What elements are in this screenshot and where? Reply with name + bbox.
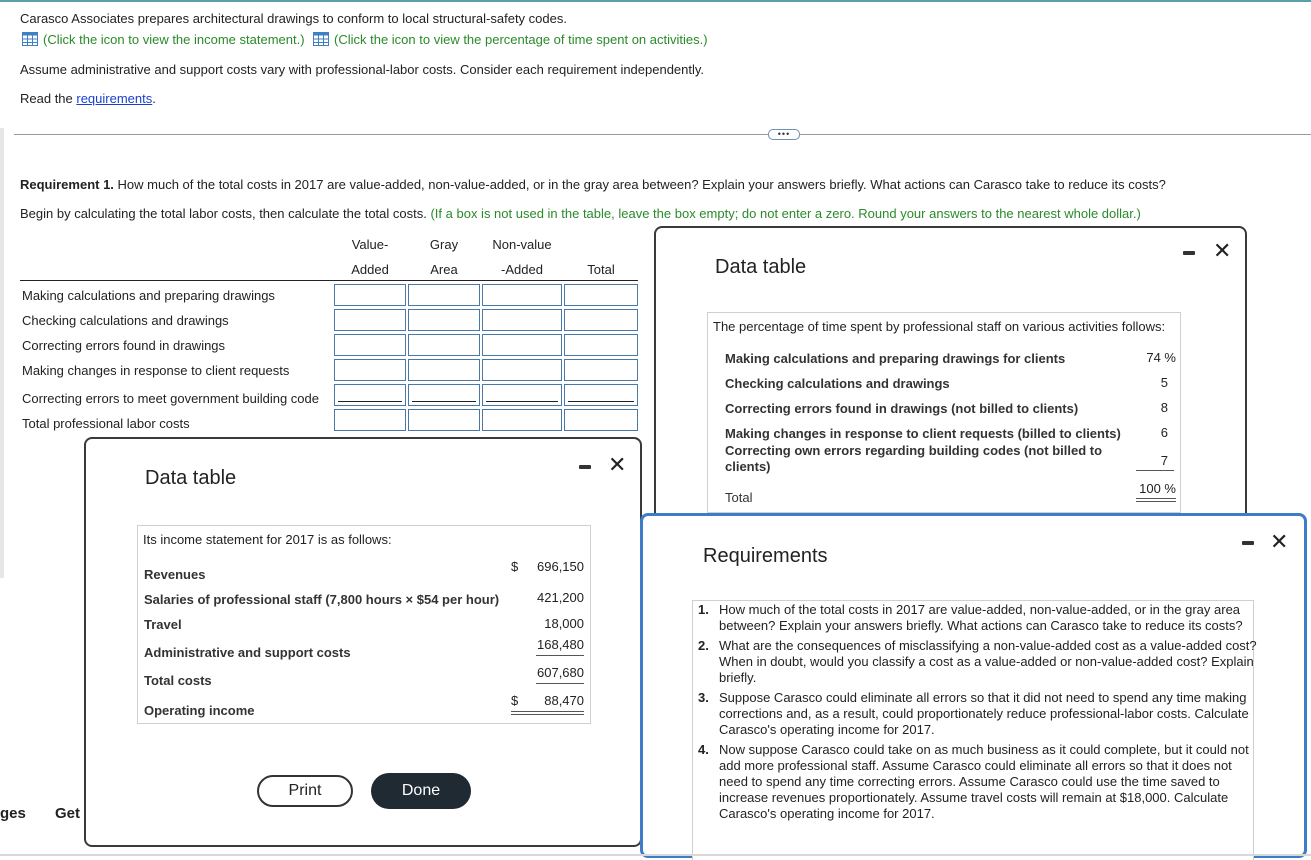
sum-rule: [1136, 470, 1174, 471]
table-icon[interactable]: [313, 32, 329, 46]
time-row-label: Making calculations and preparing drawings for clients: [725, 351, 1066, 366]
answer-input-cell[interactable]: [482, 334, 562, 356]
answer-input-cell[interactable]: [564, 359, 638, 381]
bottom-nav-get[interactable]: Get: [55, 805, 81, 822]
dialog-title: Data table: [715, 256, 807, 278]
income-row-value: 607,680: [537, 665, 584, 680]
requirement-number: 1.: [698, 602, 709, 617]
currency-symbol: $: [511, 559, 519, 574]
requirements-link[interactable]: requirements: [76, 91, 153, 106]
row-label: Making changes in response to client requests: [22, 363, 290, 378]
row-label: Making calculations and preparing drawings: [22, 288, 275, 303]
time-row-value: 5: [1160, 375, 1168, 390]
expand-button[interactable]: •••: [768, 129, 800, 140]
time-row-value: 6: [1160, 425, 1168, 440]
done-button[interactable]: Done: [371, 773, 471, 809]
total-rule: [511, 711, 584, 712]
answer-input-cell[interactable]: [334, 384, 406, 406]
dialog-title: Data table: [145, 467, 237, 489]
requirement-item: [698, 742, 1258, 822]
answer-input-cell[interactable]: [408, 334, 480, 356]
income-row-value: 168,480: [537, 637, 584, 652]
income-row-value: 696,150: [537, 559, 584, 574]
requirement-item: [698, 602, 1258, 634]
answer-input-cell[interactable]: [408, 284, 480, 306]
answer-input-cell[interactable]: [482, 409, 562, 431]
answer-input-cell[interactable]: [408, 409, 480, 431]
total-rule: [1136, 501, 1176, 502]
top-border: [0, 0, 1311, 2]
income-row-value: 421,200: [537, 590, 584, 605]
income-statement-link[interactable]: [22, 32, 305, 47]
answer-input-cell[interactable]: [482, 384, 562, 406]
income-row-label: Revenues: [144, 567, 206, 582]
answer-input-cell[interactable]: [334, 309, 406, 331]
time-row-value: 8: [1160, 400, 1168, 415]
answer-input-cell[interactable]: [408, 309, 480, 331]
time-row-value: 74 %: [1146, 350, 1176, 365]
close-icon[interactable]: ✕: [1213, 238, 1232, 263]
instruction-main: Begin by calculating the total labor costs, then calculate the total costs.: [20, 206, 427, 221]
assumption-text: Assume administrative and support costs vary with professional-labor costs. Consider each requirement independently.: [20, 62, 705, 77]
read-prefix: Read the: [20, 91, 77, 106]
time-table: [707, 312, 1181, 513]
time-caption: The percentage of time spent by professional staff on various activities follows:: [713, 319, 1166, 334]
time-total-value: 100 %: [1139, 481, 1176, 496]
sum-rule: [536, 655, 584, 656]
time-row-label: Checking calculations and drawings: [725, 376, 950, 391]
time-row-label: Correcting own errors regarding building codes (not billed to clients): [725, 443, 1103, 474]
row-label: Correcting errors found in drawings: [22, 338, 226, 353]
header-value-added-bottom: Added: [351, 262, 389, 277]
header-gray-area-top: Gray: [429, 237, 459, 252]
minimize-icon[interactable]: [1183, 251, 1195, 255]
requirement-number: 2.: [698, 638, 709, 653]
requirement-item: [698, 638, 1258, 686]
time-data-dialog: [654, 226, 1247, 526]
row-label: Correcting errors to meet government building code: [22, 391, 319, 406]
income-row-label: Administrative and support costs: [144, 645, 351, 660]
requirement-text: Suppose Carasco could eliminate all errors so that it did not need to spend any time making corrections and, as a result, could proportionately reduce professional-labor costs. Calculate Carasco's operating income for 2017.: [719, 690, 1249, 737]
header-rule: [20, 280, 638, 281]
income-row-label: Travel: [144, 617, 182, 632]
time-link-text[interactable]: (Click the icon to view the percentage of time spent on activities.): [334, 32, 708, 47]
answer-input-cell[interactable]: [334, 359, 406, 381]
answer-input-cell[interactable]: [334, 409, 406, 431]
time-row-value: 7: [1160, 453, 1168, 468]
total-rule: [1136, 498, 1176, 499]
income-row-label: Operating income: [144, 703, 255, 718]
requirement-text: Now suppose Carasco could take on as much business as it could complete, but it could not add more professional staff. Assume Carasco could eliminate all errors so that it does not need to spend any time correcting errors. Assume Carasco could use the time saved to increase revenues proportionately. Assume travel costs will remain at $18,000. Calculate Carasco's operating income for 2017.: [719, 742, 1249, 821]
income-table: [137, 525, 591, 724]
requirement-1-text: How much of the total costs in 2017 are value-added, non-value-added, or in the gray area between? Explain your answers briefly. What actions can Carasco take to reduce its costs?: [113, 177, 1166, 192]
answer-input-cell[interactable]: [334, 334, 406, 356]
currency-symbol: $: [511, 693, 519, 708]
table-icon[interactable]: [22, 32, 38, 46]
sum-rule: [536, 683, 584, 684]
dialog-title: Requirements: [703, 545, 828, 567]
time-row-label: Correcting errors found in drawings (not billed to clients): [725, 401, 1079, 416]
minimize-icon[interactable]: [1242, 541, 1254, 545]
income-row-label: Salaries of professional staff (7,800 hours × $54 per hour): [144, 592, 500, 607]
requirement-text: How much of the total costs in 2017 are value-added, non-value-added, or in the gray area between? Explain your answers briefly. What actions can Carasco take to reduce its costs?: [719, 602, 1243, 633]
answer-input-cell[interactable]: [408, 384, 480, 406]
requirement-1-prompt: [20, 177, 1166, 192]
income-data-dialog: [84, 437, 642, 847]
close-icon[interactable]: ✕: [1270, 529, 1289, 554]
print-button[interactable]: Print: [257, 775, 353, 807]
income-caption: Its income statement for 2017 is as follows:: [143, 532, 392, 547]
section-divider: [14, 134, 1311, 135]
requirements-dialog: [640, 513, 1307, 858]
income-row-label: Total costs: [144, 673, 212, 688]
answer-input-cell[interactable]: [564, 284, 638, 306]
requirements-list: [698, 602, 1258, 826]
requirement-number: 4.: [698, 742, 709, 757]
answer-input-cell[interactable]: [408, 359, 480, 381]
requirement-item: [698, 690, 1258, 738]
read-suffix: .: [152, 91, 156, 106]
left-scroll-gutter: [0, 128, 4, 578]
row-label: Total professional labor costs: [22, 416, 190, 431]
requirement-1-label: Requirement 1.: [20, 177, 114, 192]
instruction-text: [20, 206, 1141, 221]
answer-input-cell[interactable]: [482, 309, 562, 331]
requirement-text: What are the consequences of misclassifying a non-value-added cost as a value-added cost? When in doubt, would you classify a cost as a value-added or non-value-added cost? Explain briefly.: [719, 638, 1257, 685]
total-rule: [511, 714, 584, 715]
time-spent-link[interactable]: [313, 32, 708, 47]
time-total-label: Total: [725, 490, 753, 505]
read-requirements: [20, 91, 156, 106]
answer-input-cell[interactable]: [334, 284, 406, 306]
answer-input-cell[interactable]: [564, 384, 638, 406]
bottom-nav-prev[interactable]: ges: [0, 805, 26, 822]
time-row-label: Making changes in response to client requests (billed to clients): [725, 426, 1121, 441]
close-icon[interactable]: ✕: [608, 452, 627, 477]
answer-input-cell[interactable]: [564, 334, 638, 356]
instruction-hint: (If a box is not used in the table, leave the box empty; do not enter a zero. Round your answers to the nearest whole dollar.): [426, 206, 1141, 221]
minimize-icon[interactable]: [579, 465, 591, 469]
answer-input-cell[interactable]: [564, 309, 638, 331]
row-label: Checking calculations and drawings: [22, 313, 229, 328]
header-total: Total: [587, 262, 615, 277]
requirement-number: 3.: [698, 690, 709, 705]
answer-input-cell[interactable]: [482, 284, 562, 306]
income-row-value: 88,470: [544, 693, 584, 708]
income-row-value: 18,000: [544, 616, 584, 631]
header-non-value-bottom: -Added: [501, 262, 543, 277]
header-non-value-top: Non-value: [492, 237, 552, 252]
answer-input-cell[interactable]: [482, 359, 562, 381]
intro-line: Carasco Associates prepares architectural drawings to conform to local structural-safety codes.: [20, 11, 567, 26]
header-value-added-top: Value-: [351, 237, 389, 252]
header-gray-area-bottom: Area: [430, 262, 458, 277]
income-link-text[interactable]: (Click the icon to view the income statement.): [43, 32, 305, 47]
answer-input-cell[interactable]: [564, 409, 638, 431]
